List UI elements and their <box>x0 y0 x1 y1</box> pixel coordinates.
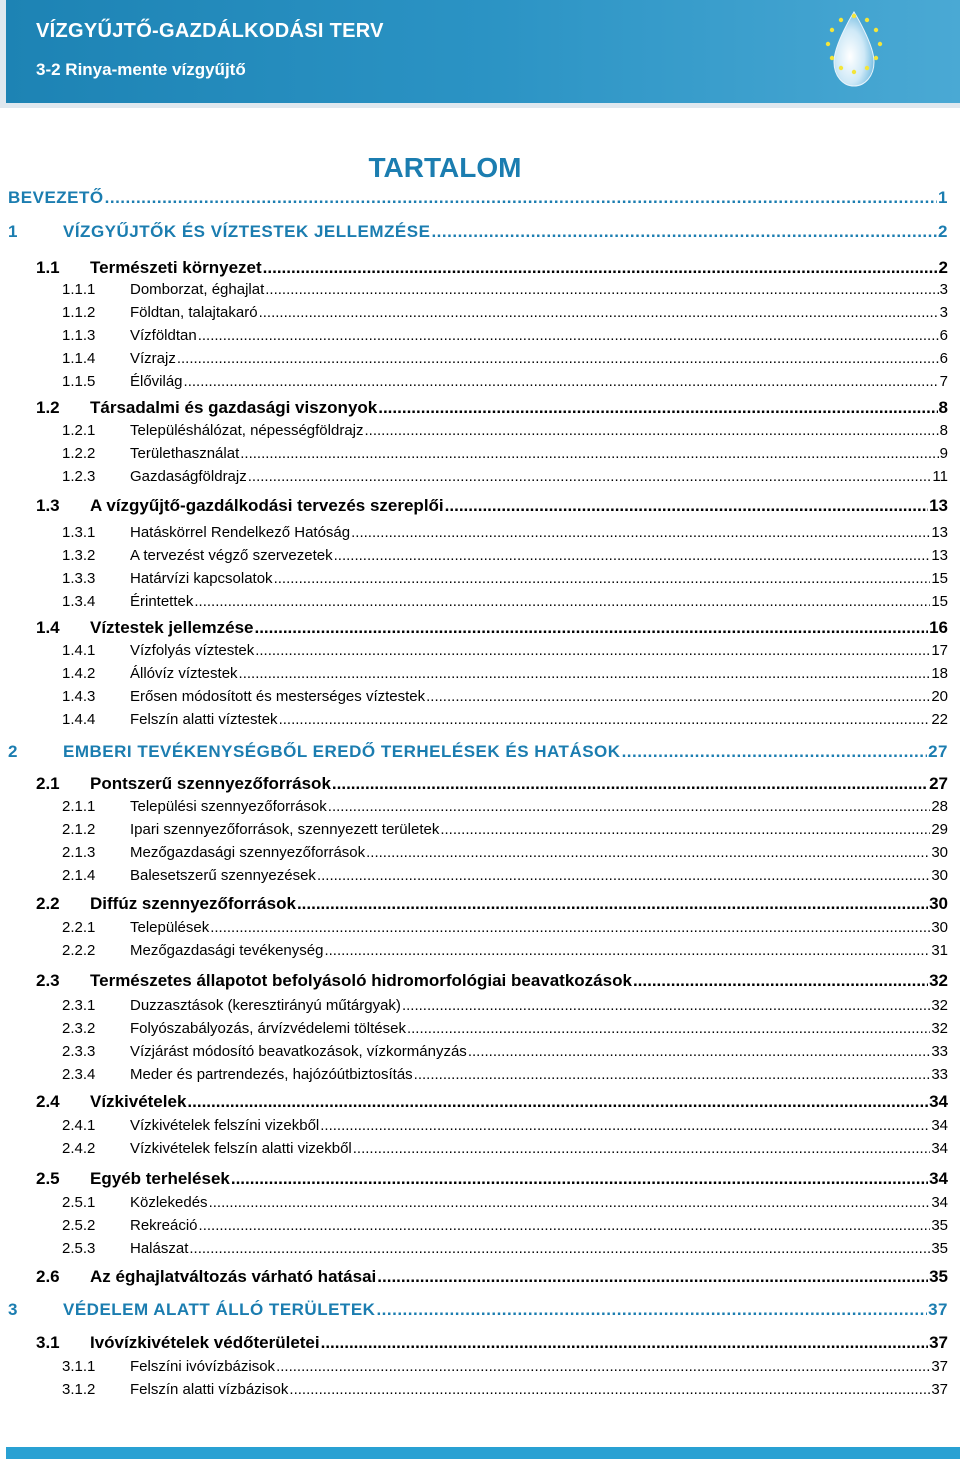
toc-entry[interactable] <box>8 468 948 485</box>
toc-entry-page: 30 <box>931 867 948 884</box>
toc-entry-number: 2.3.3 <box>62 1043 96 1060</box>
toc-entry-label: A tervezést végző szervezetek <box>130 547 333 564</box>
toc-dot-leader <box>317 867 930 884</box>
toc-entry-label: Határvízi kapcsolatok <box>130 570 273 587</box>
toc-entry[interactable] <box>8 1358 948 1375</box>
toc-entry[interactable] <box>8 997 948 1014</box>
water-drop-eu-stars-logo <box>814 4 894 96</box>
toc-entry[interactable] <box>8 304 948 321</box>
toc-dot-leader <box>276 1358 930 1375</box>
toc-entry-label: EMBERI TEVÉKENYSÉGBŐL EREDŐ TERHELÉSEK ÉS HATÁSOK <box>63 742 621 761</box>
toc-entry-label: Egyéb terhelések <box>90 1169 230 1188</box>
toc-entry[interactable] <box>8 642 948 659</box>
toc-dot-leader <box>259 304 939 321</box>
toc-entry[interactable] <box>8 1140 948 1157</box>
toc-entry-number: 2.1.4 <box>62 867 96 884</box>
toc-entry-number: 2.3.1 <box>62 997 96 1014</box>
toc-entry-page: 16 <box>929 618 948 637</box>
toc-dot-leader <box>365 422 939 439</box>
toc-entry[interactable] <box>8 327 948 344</box>
toc-entry[interactable] <box>8 711 948 728</box>
toc-entry-label: Vízföldtan <box>130 327 197 344</box>
toc-dot-leader <box>328 798 931 815</box>
toc-entry-page: 31 <box>931 942 948 959</box>
toc-entry[interactable] <box>8 844 948 861</box>
toc-entry-page: 6 <box>939 327 948 344</box>
toc-entry-number: 2.1.3 <box>62 844 96 861</box>
toc-entry-number: 1.1.3 <box>62 327 96 344</box>
toc-entry-page: 30 <box>929 894 948 913</box>
toc-entry[interactable] <box>8 1217 948 1234</box>
toc-entry-number: 2.1.1 <box>62 798 96 815</box>
toc-entry-page: 22 <box>931 711 948 728</box>
toc-dot-leader <box>324 942 930 959</box>
toc-entry-page: 35 <box>931 1217 948 1234</box>
toc-entry[interactable] <box>8 1020 948 1037</box>
toc-dot-leader <box>321 1333 928 1353</box>
toc-entry-number: 1.3.4 <box>62 593 96 610</box>
toc-entry-number: 2.4 <box>36 1092 60 1111</box>
toc-dot-leader <box>622 742 928 762</box>
toc-entry-page: 2 <box>938 258 948 277</box>
toc-entry-label: Hatáskörrel Rendelkező Hatóság <box>130 524 351 541</box>
toc-entry-label: Felszíni ivóvízbázisok <box>130 1358 276 1375</box>
toc-entry-number: 1.4.2 <box>62 665 96 682</box>
toc-entry-label: Ipari szennyezőforrások, szennyezett területek <box>130 821 440 838</box>
toc-entry-page: 37 <box>929 1333 948 1352</box>
footer-bar <box>6 1447 960 1459</box>
toc-entry-page: 33 <box>931 1043 948 1060</box>
toc-entry-page: 3 <box>939 304 948 321</box>
toc-entry[interactable] <box>8 281 948 298</box>
toc-entry-number: 1.2 <box>36 398 60 417</box>
toc-entry-label: Meder és partrendezés, hajózóútbiztosítás <box>130 1066 413 1083</box>
toc-entry[interactable] <box>8 350 948 367</box>
toc-entry-number: 2.2 <box>36 894 60 913</box>
toc-dot-leader <box>353 1140 931 1157</box>
toc-entry-label: Felszín alatti vízbázisok <box>130 1381 289 1398</box>
toc-entry-number: 2.4.2 <box>62 1140 96 1157</box>
toc-entry-label: Települési szennyezőforrások <box>130 798 327 815</box>
toc-entry-label: BEVEZETŐ <box>8 188 104 207</box>
toc-entry-label: Földtan, talajtakaró <box>130 304 258 321</box>
toc-entry[interactable] <box>8 1300 948 1320</box>
toc-entry-page: 15 <box>931 570 948 587</box>
toc-entry-number: 2.4.1 <box>62 1117 96 1134</box>
toc-entry[interactable] <box>8 445 948 462</box>
toc-entry-label: Társadalmi és gazdasági viszonyok <box>90 398 378 417</box>
toc-dot-leader <box>265 281 938 298</box>
toc-entry[interactable] <box>8 1333 948 1353</box>
toc-entry-page: 18 <box>931 665 948 682</box>
toc-dot-leader <box>407 1020 930 1037</box>
toc-dot-leader <box>255 642 930 659</box>
toc-entry-number: 1.3.3 <box>62 570 96 587</box>
toc-entry-number: 1.1.1 <box>62 281 96 298</box>
toc-dot-leader <box>377 1267 928 1287</box>
toc-entry-number: 2.5.1 <box>62 1194 96 1211</box>
toc-entry-label: Vízjárást módosító beavatkozások, vízkormányzás <box>130 1043 467 1060</box>
toc-entry-label: Folyószabályozás, árvízvédelemi töltések <box>130 1020 406 1037</box>
toc-dot-leader <box>440 821 930 838</box>
toc-entry[interactable] <box>8 1267 948 1287</box>
toc-entry[interactable] <box>8 1381 948 1398</box>
toc-entry-label: Erősen módosított és mesterséges víztestek <box>130 688 426 705</box>
toc-entry-page: 9 <box>939 445 948 462</box>
toc-entry-number: 1.4.4 <box>62 711 96 728</box>
toc-entry-number: 1.2.2 <box>62 445 96 462</box>
toc-entry-number: 2.6 <box>36 1267 60 1286</box>
toc-entry-label: Vízfolyás víztestek <box>130 642 255 659</box>
toc-entry-label: Vízkivételek felszíni vizekből <box>130 1117 320 1134</box>
toc-entry-number: 1.2.1 <box>62 422 96 439</box>
toc-entry-label: Víztestek jellemzése <box>90 618 254 637</box>
toc-dot-leader <box>297 894 928 914</box>
toc-entry-page: 13 <box>931 524 948 541</box>
toc-dot-leader <box>351 524 930 541</box>
toc-entry-label: Vízrajz <box>130 350 176 367</box>
toc-dot-leader <box>414 1066 931 1083</box>
toc-entry-page: 6 <box>939 350 948 367</box>
toc-entry-label: Vízkivételek <box>90 1092 187 1111</box>
toc-dot-leader <box>248 468 932 485</box>
toc-entry-label: Közlekedés <box>130 1194 208 1211</box>
toc-entry-label: Duzzasztások (keresztirányú műtárgyak) <box>130 997 401 1014</box>
toc-entry[interactable] <box>8 971 948 991</box>
toc-entry-page: 8 <box>939 422 948 439</box>
toc-entry-page: 27 <box>929 774 948 793</box>
toc-entry-number: 1 <box>8 222 18 241</box>
page-title: TARTALOM <box>368 152 522 183</box>
toc-entry-label: VÍZGYŰJTŐK ÉS VÍZTESTEK JELLEMZÉSE <box>63 222 431 241</box>
toc-entry-page: 32 <box>929 971 948 990</box>
toc-entry-label: Diffúz szennyezőforrások <box>90 894 296 913</box>
toc-entry[interactable] <box>8 373 948 390</box>
toc-entry-number: 2.5.3 <box>62 1240 96 1257</box>
toc-entry-page: 15 <box>931 593 948 610</box>
toc-entry-number: 3.1.1 <box>62 1358 96 1375</box>
toc-entry-label: Mezőgazdasági szennyezőforrások <box>130 844 366 861</box>
toc-entry-number: 2.5 <box>36 1169 60 1188</box>
toc-entry[interactable] <box>8 942 948 959</box>
toc-entry-number: 2.1 <box>36 774 60 793</box>
toc-dot-leader <box>334 547 931 564</box>
toc-dot-leader <box>332 774 928 794</box>
toc-entry-number: 1.4.3 <box>62 688 96 705</box>
toc-dot-leader <box>210 919 930 936</box>
toc-entry-number: 1.1 <box>36 258 60 277</box>
toc-entry-label: Pontszerű szennyezőforrások <box>90 774 331 793</box>
toc-entry-page: 34 <box>929 1092 948 1111</box>
toc-entry[interactable] <box>8 398 948 418</box>
toc-dot-leader <box>184 373 939 390</box>
toc-entry-page: 34 <box>931 1140 948 1157</box>
toc-entry-page: 34 <box>931 1117 948 1134</box>
toc-dot-leader <box>320 1117 930 1134</box>
toc-entry[interactable] <box>8 1043 948 1060</box>
toc-entry-number: 1.1.5 <box>62 373 96 390</box>
toc-dot-leader <box>279 711 931 728</box>
toc-entry-page: 37 <box>931 1358 948 1375</box>
toc-dot-leader <box>189 1240 930 1257</box>
toc-entry-number: 1.1.4 <box>62 350 96 367</box>
toc-entry-number: 2.3.4 <box>62 1066 96 1083</box>
toc-entry[interactable] <box>8 742 948 762</box>
toc-entry-page: 27 <box>928 742 948 761</box>
toc-dot-leader <box>198 327 939 344</box>
toc-entry[interactable] <box>8 774 948 794</box>
toc-entry-page: 13 <box>929 496 948 515</box>
toc-dot-leader <box>426 688 930 705</box>
toc-dot-leader <box>289 1381 930 1398</box>
toc-entry-page: 8 <box>938 398 948 417</box>
toc-entry-page: 32 <box>931 997 948 1014</box>
toc-entry-page: 37 <box>928 1300 948 1319</box>
toc-entry-page: 30 <box>931 844 948 861</box>
toc-entry[interactable] <box>8 570 948 587</box>
toc-entry-label: Balesetszerű szennyezések <box>130 867 316 884</box>
toc-dot-leader <box>263 258 938 278</box>
toc-entry-page: 11 <box>932 468 948 485</box>
toc-entry-number: 3 <box>8 1300 18 1319</box>
toc-entry-label: Az éghajlatváltozás várható hatásai <box>90 1267 377 1286</box>
toc-entry-page: 32 <box>931 1020 948 1037</box>
toc-entry-page: 13 <box>931 547 948 564</box>
toc-entry-label: Mezőgazdasági tevékenység <box>130 942 324 959</box>
toc-entry[interactable] <box>8 688 948 705</box>
toc-dot-leader <box>633 971 928 991</box>
toc-dot-leader <box>445 496 928 516</box>
toc-dot-leader <box>194 593 930 610</box>
toc-entry[interactable] <box>8 593 948 610</box>
toc-entry[interactable] <box>8 188 948 208</box>
toc-entry-number: 1.3 <box>36 496 60 515</box>
toc-dot-leader <box>366 844 930 861</box>
toc-entry-number: 2.5.2 <box>62 1217 96 1234</box>
toc-dot-leader <box>378 398 937 418</box>
toc-dot-leader <box>177 350 939 367</box>
toc-entry[interactable] <box>8 258 948 278</box>
toc-dot-leader <box>376 1300 927 1320</box>
toc-dot-leader <box>431 222 937 242</box>
toc-entry[interactable] <box>8 867 948 884</box>
toc-entry-page: 1 <box>938 188 948 207</box>
toc-entry-number: 1.4 <box>36 618 60 637</box>
toc-entry-page: 35 <box>931 1240 948 1257</box>
toc-entry-label: Természetes állapotot befolyásoló hidromorfológiai beavatkozások <box>90 971 632 990</box>
toc-entry-number: 2.2.2 <box>62 942 96 959</box>
toc-entry-label: Élővilág <box>130 373 183 390</box>
toc-entry-number: 2.1.2 <box>62 821 96 838</box>
toc-dot-leader <box>468 1043 931 1060</box>
toc-dot-leader <box>239 665 931 682</box>
toc-entry-label: A vízgyűjtő-gazdálkodási tervezés szereplői <box>90 496 444 515</box>
toc-entry-page: 34 <box>931 1194 948 1211</box>
toc-entry[interactable] <box>8 1169 948 1189</box>
toc-entry-label: Halászat <box>130 1240 189 1257</box>
toc-entry-page: 29 <box>931 821 948 838</box>
toc-entry-page: 34 <box>929 1169 948 1188</box>
toc-entry-page: 30 <box>931 919 948 936</box>
toc-dot-leader <box>240 445 938 462</box>
toc-entry[interactable] <box>8 547 948 564</box>
toc-entry[interactable] <box>8 1092 948 1112</box>
toc-entry-label: Érintettek <box>130 593 194 610</box>
toc-entry-label: Területhasználat <box>130 445 240 462</box>
toc-entry-label: Természeti környezet <box>90 258 262 277</box>
toc-dot-leader <box>274 570 931 587</box>
toc-entry[interactable] <box>8 1194 948 1211</box>
toc-entry-page: 2 <box>938 222 948 241</box>
toc-entry-page: 20 <box>931 688 948 705</box>
toc-entry-label: Állóvíz víztestek <box>130 665 238 682</box>
toc-entry-label: Gazdaságföldrajz <box>130 468 247 485</box>
toc-entry-number: 1.3.1 <box>62 524 96 541</box>
header-subtitle: 3-2 Rinya-mente vízgyűjtő <box>36 60 246 79</box>
toc-dot-leader <box>402 997 930 1014</box>
toc-entry[interactable] <box>8 1240 948 1257</box>
toc-entry-number: 1.4.1 <box>62 642 96 659</box>
toc-dot-leader <box>231 1169 928 1189</box>
toc-entry[interactable] <box>8 1117 948 1134</box>
toc-entry-number: 2.3.2 <box>62 1020 96 1037</box>
toc-dot-leader <box>209 1194 931 1211</box>
toc-entry[interactable] <box>8 222 948 242</box>
header-title: VÍZGYŰJTŐ-GAZDÁLKODÁSI TERV <box>36 20 384 42</box>
toc-entry-number: 2.3 <box>36 971 60 990</box>
toc-entry-number: 2 <box>8 742 18 761</box>
toc-entry[interactable] <box>8 496 948 516</box>
toc-entry-label: Településhálózat, népességföldrajz <box>130 422 364 439</box>
toc-entry[interactable] <box>8 919 948 936</box>
toc-entry-page: 28 <box>931 798 948 815</box>
toc-entry-number: 1.2.3 <box>62 468 96 485</box>
toc-entry[interactable] <box>8 1066 948 1083</box>
toc-dot-leader <box>199 1217 931 1234</box>
toc-entry-number: 3.1.2 <box>62 1381 96 1398</box>
toc-entry-label: Ivóvízkivételek védőterületei <box>90 1333 320 1352</box>
toc-entry-page: 35 <box>929 1267 948 1286</box>
toc-entry[interactable] <box>8 894 948 914</box>
toc-entry-number: 2.2.1 <box>62 919 96 936</box>
toc-dot-leader <box>187 1092 928 1112</box>
toc-entry-number: 3.1 <box>36 1333 60 1352</box>
toc-entry[interactable] <box>8 422 948 439</box>
toc-entry[interactable] <box>8 798 948 815</box>
toc-entry-page: 17 <box>931 642 948 659</box>
toc-entry-label: Domborzat, éghajlat <box>130 281 265 298</box>
toc-entry[interactable] <box>8 524 948 541</box>
page-header <box>0 0 960 108</box>
toc-entry-number: 1.3.2 <box>62 547 96 564</box>
toc-entry-label: Felszín alatti víztestek <box>130 711 278 728</box>
toc-entry[interactable] <box>8 665 948 682</box>
toc-entry[interactable] <box>8 821 948 838</box>
toc-entry-page: 37 <box>931 1381 948 1398</box>
toc-entry-page: 3 <box>939 281 948 298</box>
toc-dot-leader <box>105 188 937 208</box>
toc-entry[interactable] <box>8 618 948 638</box>
toc-dot-leader <box>254 618 928 638</box>
toc-entry-page: 7 <box>939 373 948 390</box>
toc-entry-page: 33 <box>931 1066 948 1083</box>
header-banner <box>6 0 960 103</box>
toc-entry-number: 1.1.2 <box>62 304 96 321</box>
toc-entry-label: Települések <box>130 919 210 936</box>
toc-entry-label: Vízkivételek felszín alatti vizekből <box>130 1140 352 1157</box>
toc-entry-label: Rekreáció <box>130 1217 198 1234</box>
toc-entry-label: VÉDELEM ALATT ÁLLÓ TERÜLETEK <box>63 1300 376 1319</box>
